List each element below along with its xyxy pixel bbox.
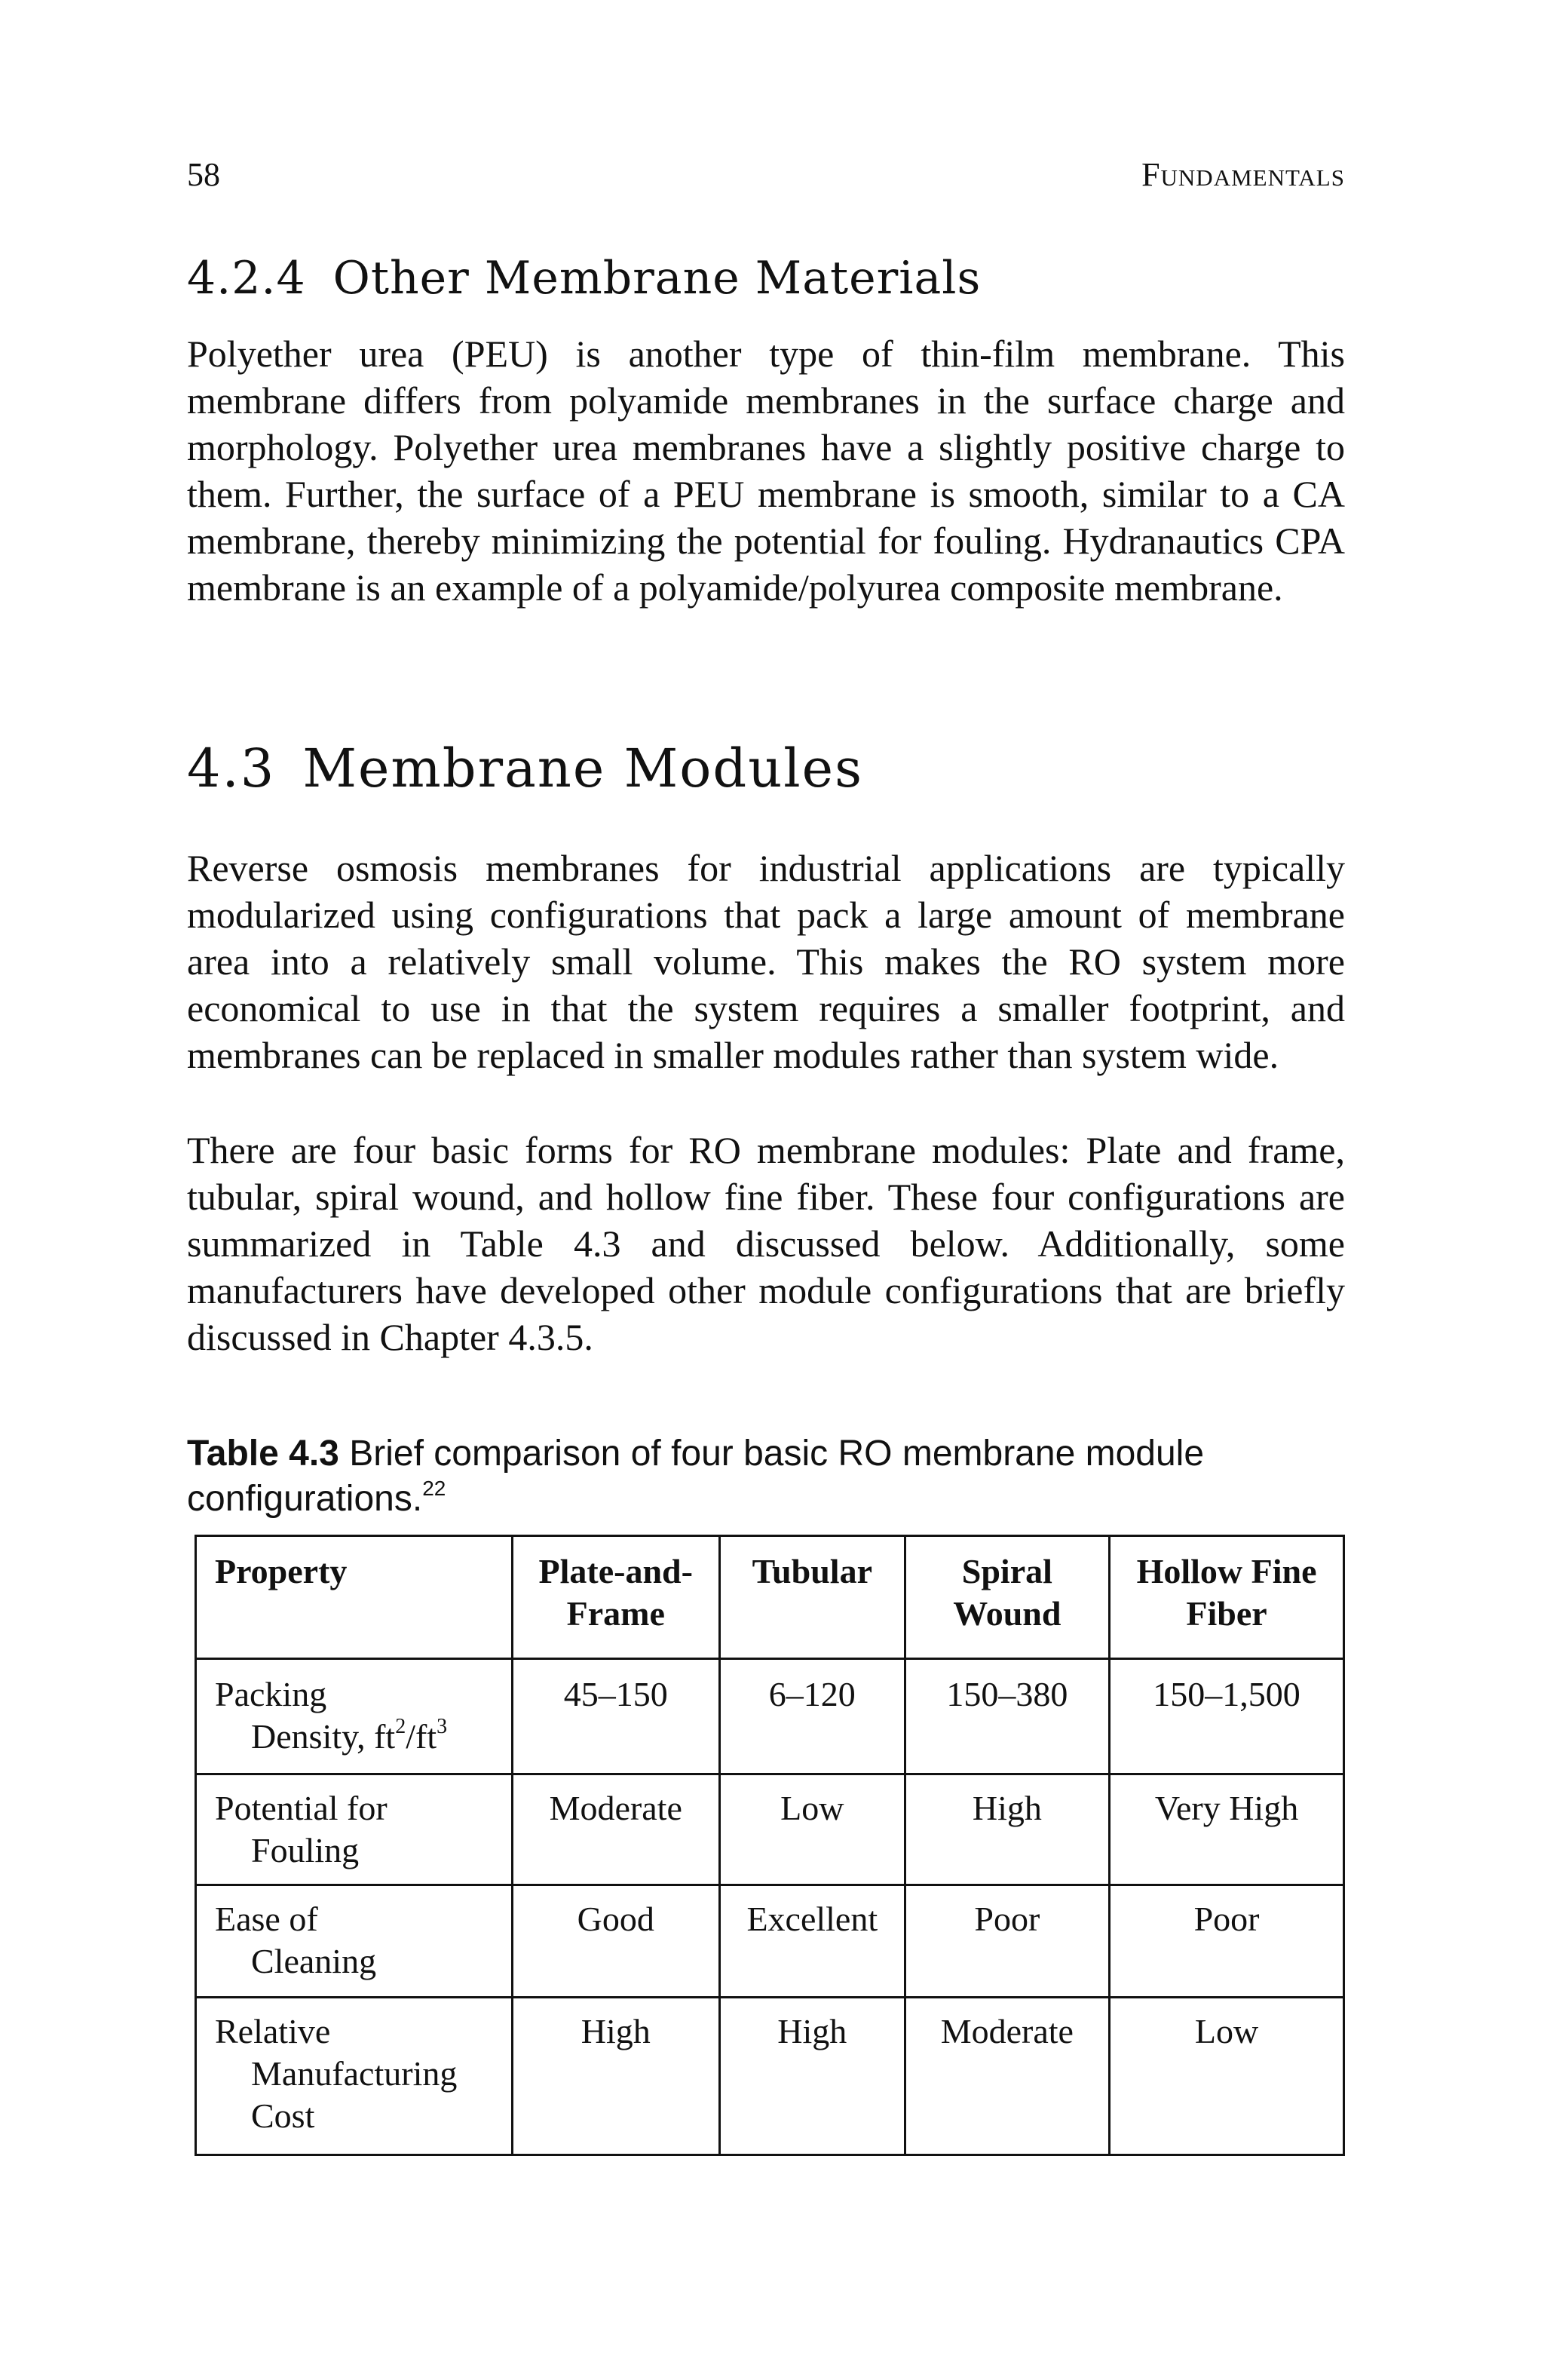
value-cell: 150–380 xyxy=(905,1659,1109,1774)
table-caption-text: Brief comparison of four basic RO membrane module configurations. xyxy=(187,1434,1205,1519)
property-line xyxy=(215,1716,502,1758)
property-cell xyxy=(196,1998,513,2155)
value-cell: Excellent xyxy=(719,1885,905,1998)
property-cell xyxy=(196,1885,513,1998)
value-cell: Low xyxy=(1110,1998,1344,2155)
header-spiral-wound: Spiral Wound xyxy=(905,1536,1109,1659)
value-cell: High xyxy=(512,1998,719,2155)
property-line: Fouling xyxy=(251,1831,360,1869)
paragraph-modules-intro: Reverse osmosis membranes for industrial applications are typically modularized using configurations that pack a large amount of membrane area into a relatively small volume. This makes the RO system more economical to use in that the system requires a smaller footprint, and membranes can be replaced in smaller modules rather than system wide. xyxy=(187,847,1345,1076)
property-line: Cost xyxy=(251,2096,315,2135)
value-cell: 6–120 xyxy=(719,1659,905,1774)
unit-superscript: 3 xyxy=(437,1715,448,1738)
value-cell: 150–1,500 xyxy=(1110,1659,1344,1774)
property-cell xyxy=(196,1659,513,1774)
section-number: 4.3 xyxy=(187,738,276,799)
reference-superscript: 22 xyxy=(422,1477,446,1500)
value-cell: Very High xyxy=(1110,1774,1344,1885)
table-row-ease-of-cleaning xyxy=(196,1885,1344,1998)
value-cell: Poor xyxy=(905,1885,1109,1998)
header-plate-and-frame: Plate-and-Frame xyxy=(512,1536,719,1659)
value-cell: Moderate xyxy=(905,1998,1109,2155)
paragraph-peu: Polyether urea (PEU) is another type of thin-film membrane. This membrane differs from polyamide membranes in the surface charge and morphology. Polyether urea membranes have a slightly positive charge to them. Further, the surface of a PEU membrane is smooth, similar to a CA membrane, thereby minimizing the potential for fouling. Hydranautics CPA membrane is an example of a polyamide/polyurea composite membrane. xyxy=(187,333,1345,609)
page-number: 58 xyxy=(187,156,220,193)
property-line: Relative xyxy=(215,2012,331,2050)
value-cell: Good xyxy=(512,1885,719,1998)
section-number: 4.2.4 xyxy=(187,252,306,305)
property-line: Packing xyxy=(215,1675,327,1713)
table-header-row xyxy=(196,1536,1344,1659)
table-row-relative-manufacturing-cost xyxy=(196,1998,1344,2155)
table-caption xyxy=(187,1431,1345,1522)
property-unit-text: /ft xyxy=(406,1717,437,1756)
unit-superscript: 2 xyxy=(395,1715,406,1738)
property-cell xyxy=(196,1774,513,1885)
table-label: Table 4.3 xyxy=(187,1434,339,1474)
value-cell: 45–150 xyxy=(512,1659,719,1774)
value-cell: Low xyxy=(719,1774,905,1885)
running-head: Fundamentals xyxy=(1141,156,1345,193)
section-title: Membrane Modules xyxy=(302,738,864,799)
property-line: Cleaning xyxy=(251,1942,377,1980)
property-unit-text: Density, ft xyxy=(251,1717,396,1756)
paragraph-module-forms: There are four basic forms for RO membrane modules: Plate and frame, tubular, spiral wound, and hollow fine fiber. These four configurations are summarized in Table 4.3 and discussed below. Additionally, some manufacturers have developed other module configurations that are briefly discussed in Chapter 4.3.5. xyxy=(187,1129,1345,1358)
property-line: Ease of xyxy=(215,1900,318,1938)
page-header xyxy=(187,148,1345,193)
property-line: Manufacturing xyxy=(251,2054,458,2093)
table-row-potential-for-fouling xyxy=(196,1774,1344,1885)
value-cell: High xyxy=(719,1998,905,2155)
header-property: Property xyxy=(196,1536,513,1659)
section-heading-4-3 xyxy=(187,738,863,799)
header-tubular: Tubular xyxy=(719,1536,905,1659)
header-hollow-fine-fiber: Hollow Fine Fiber xyxy=(1110,1536,1344,1659)
property-line: Potential for xyxy=(215,1789,388,1827)
table-row-packing-density xyxy=(196,1659,1344,1774)
module-comparison-table xyxy=(195,1535,1345,2156)
value-cell: Poor xyxy=(1110,1885,1344,1998)
value-cell: High xyxy=(905,1774,1109,1885)
subsection-heading-4-2-4 xyxy=(187,252,981,305)
value-cell: Moderate xyxy=(512,1774,719,1885)
section-title: Other Membrane Materials xyxy=(332,252,982,305)
